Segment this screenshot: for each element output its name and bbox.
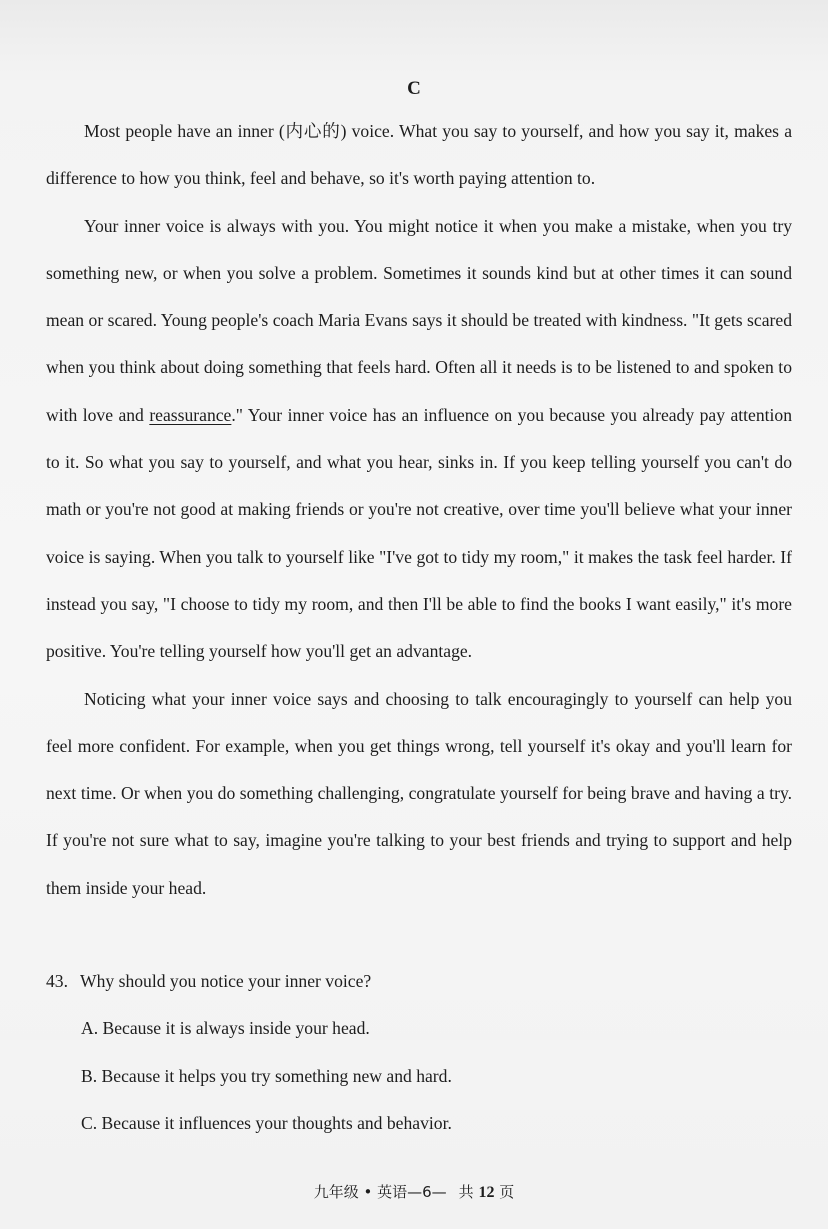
question-43 <box>46 958 792 1005</box>
paragraph-1 <box>46 108 792 203</box>
question-block <box>46 958 792 1147</box>
paragraph-2-text-a: Your inner voice is always with you. You might notice it when you make a mistake, when you try something new, or when you solve a problem. Sometimes it sounds kind but at other times it can sound mean or scared. Young people's coach Maria Evans says it should be treated with kindness. "It gets scared when you think about doing something that feels hard. Often all it needs is to be listened to and spoken to with love and <box>46 215 792 425</box>
underlined-word: reassurance <box>149 404 232 425</box>
paragraph-2-text-b: ." Your inner voice has an influence on you because you already pay attention to it. So what you say to yourself, and what you hear, sinks in. If you keep telling yourself you can't do math or you're not good at making friends or you're not creative, over time you'll believe what your inner voice is saying. When you talk to yourself like "I've got to tidy my room," it makes the task feel harder. If instead you say, "I choose to tidy my room, and then I'll be able to find the books I want easily," it's more positive. You're telling yourself how you'll get an advantage. <box>46 404 793 662</box>
paragraph-3-text: Noticing what your inner voice says and choosing to talk encouragingly to yourself can help you feel more confident. For example, when you get things wrong, tell yourself it's okay and you'll learn for next time. Or when you do something challenging, congratulate yourself for being brave and having a try. If you're not sure what to say, imagine you're talking to your best friends and trying to support and help them inside your head. <box>46 688 792 898</box>
option-a: A. Because it is always inside your head. <box>81 1018 370 1039</box>
option-b: B. Because it helps you try something new and hard. <box>81 1065 452 1086</box>
paragraph-3 <box>46 676 792 912</box>
page-footer <box>0 1181 828 1202</box>
paragraph-1-text: Most people have an inner (内心的) voice. What you say to yourself, and how you say it, makes a difference to how you think, feel and behave, so it's worth paying attention to. <box>46 121 792 189</box>
section-heading: C <box>407 78 421 99</box>
question-stem: Why should you notice your inner voice? <box>80 971 372 991</box>
reading-passage <box>46 108 792 912</box>
paragraph-2 <box>46 203 792 676</box>
footer-total-suffix: 页 <box>499 1183 515 1201</box>
option-c: C. Because it influences your thoughts and behavior. <box>81 1112 452 1133</box>
footer-grade-subject: 九年级 • 英语—6— <box>313 1183 447 1201</box>
question-number: 43. <box>46 971 68 991</box>
footer-total-pages: 12 <box>478 1184 495 1201</box>
footer-total-prefix: 共 <box>458 1183 474 1201</box>
